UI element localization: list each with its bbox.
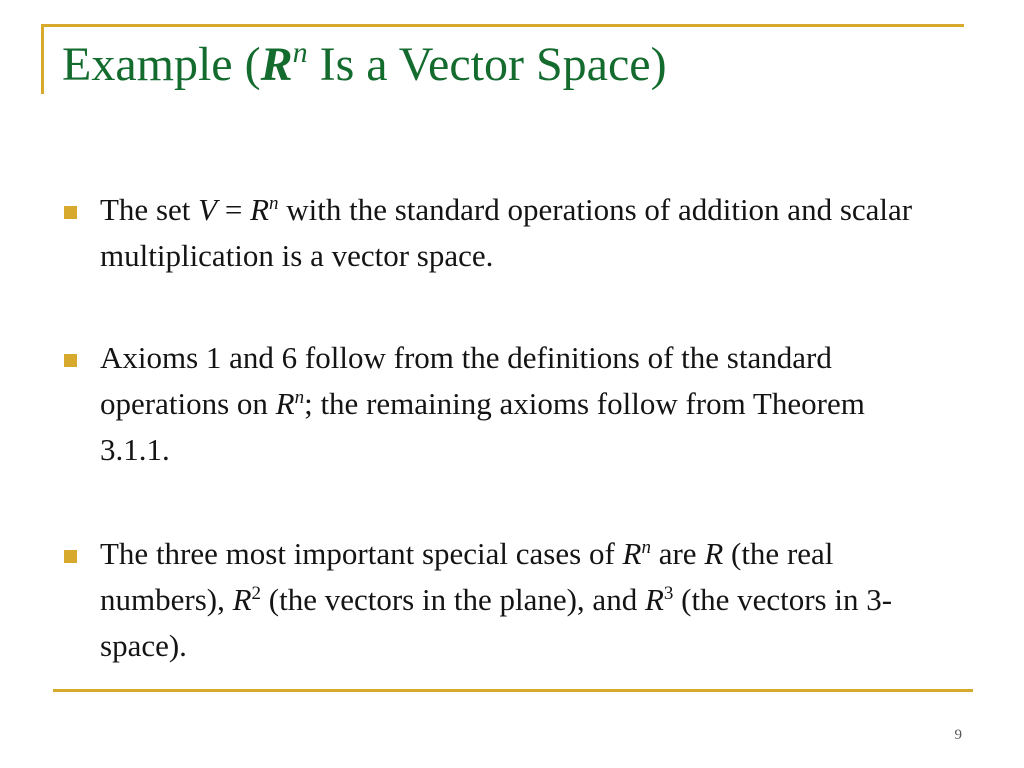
b3-text: The three most important special cases of: [100, 536, 623, 571]
b1-sup-n: n: [269, 193, 279, 214]
top-frame-line: [41, 24, 964, 27]
bottom-frame-line: [53, 689, 973, 692]
b3-sup-3: 3: [663, 583, 674, 604]
bullet-text-2: [100, 335, 940, 473]
b2-var-r: R: [275, 386, 295, 421]
b3-plane: (the vectors in the plane), and: [261, 582, 645, 617]
title-superscript: n: [292, 36, 308, 69]
b1-equals: =: [217, 192, 251, 227]
b3-var-r3: R: [644, 582, 664, 617]
b3-real: (the real numbers),: [100, 536, 834, 617]
bullet-item-2: [60, 335, 940, 473]
bullet-item-3: [60, 531, 940, 669]
b3-var-r2: R: [232, 582, 252, 617]
bullet-square-icon: [64, 206, 77, 219]
title-suffix: Is a Vector Space): [307, 38, 667, 91]
b3-sup-2: 2: [251, 583, 262, 604]
b3-sup-n: n: [641, 537, 651, 558]
title-prefix: Example (: [62, 38, 261, 91]
b1-var-v: V: [198, 192, 218, 227]
b1-text: The set: [100, 192, 199, 227]
b3-space: (the vectors in 3-space).: [100, 582, 893, 663]
slide-title: [62, 36, 962, 94]
bullet-text-1: [100, 187, 940, 279]
bullet-item-1: [60, 187, 940, 279]
b3-var-r: R: [622, 536, 642, 571]
b3-var-r1: R: [704, 536, 724, 571]
b1-rest: with the standard operations of addition and scalar multiplication is a vector space.: [100, 192, 913, 273]
left-frame-line: [41, 24, 44, 94]
bullet-square-icon: [64, 550, 77, 563]
b2-sup-n: n: [294, 387, 305, 408]
b3-are: are: [650, 536, 705, 571]
b2-text: Axioms 1 and 6 follow from the definitions of the standard operations on: [100, 340, 832, 421]
title-symbol: R: [260, 38, 293, 91]
page-number: 9: [954, 727, 962, 743]
b2-rest: ; the remaining axioms follow from Theorem 3.1.1.: [100, 386, 865, 467]
bullet-square-icon: [64, 354, 77, 367]
b1-var-r: R: [250, 192, 269, 227]
bullet-text-3: [100, 531, 940, 669]
